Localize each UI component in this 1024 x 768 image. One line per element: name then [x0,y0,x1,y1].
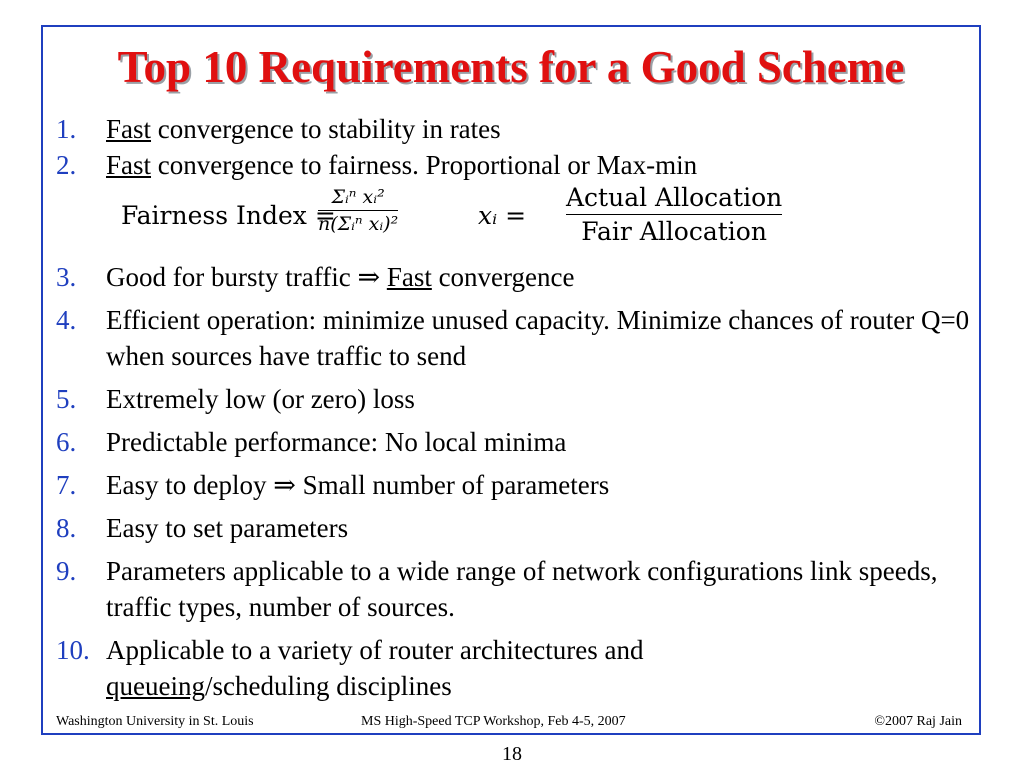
page-number: 18 [502,743,522,765]
item-number: 5. [56,384,77,414]
item-number: 7. [56,470,77,500]
slide-title: Top 10 Requirements for a Good Scheme [117,42,905,92]
item-number: 3. [56,262,77,292]
item-number: 2. [56,150,77,180]
item-text: convergence to fairness. Proportional or Max-min [151,150,698,180]
item-number: 1. [56,114,77,144]
item-number: 4. [56,305,77,335]
list-item [56,147,971,183]
item-text: Easy to deploy ⇒ Small number of parameters [106,470,610,500]
fraction-numerator: Σᵢⁿ xᵢ² [331,186,385,208]
item-text: Parameters applicable to a wide range of network configurations link speeds, traffic types, number of sources. [106,556,938,622]
fraction-denominator: n(Σᵢⁿ xᵢ)² [318,213,399,235]
item-text: convergence to stability in rates [151,114,501,144]
item-number: 8. [56,513,77,543]
item-text: Extremely low (or zero) loss [106,384,415,414]
list-item [56,632,971,704]
list-item [56,302,971,374]
item-text: Applicable to a variety of router architectures and [106,635,644,665]
requirements-list [56,111,971,704]
item-text: Predictable performance: No local minima [106,427,567,457]
xi-label: xᵢ = [478,201,527,230]
list-item [56,111,971,147]
item-underlined: queueing [106,671,205,701]
fraction-bar [566,214,782,215]
fairness-formula [56,183,971,263]
list-item [56,553,971,625]
list-item [56,424,971,460]
item-number: 9. [56,556,77,586]
item-text: Good for bursty traffic ⇒ [106,262,387,292]
slide-frame [41,25,981,735]
fraction-numerator: Actual Allocation [566,183,783,212]
fraction-denominator: Fair Allocation [581,217,767,246]
formula-label: Fairness Index = [121,201,336,230]
footer-event: MS High-Speed TCP Workshop, Feb 4-5, 2007 [361,714,626,729]
list-item [56,381,971,417]
item-text: Efficient operation: minimize unused capacity. Minimize chances of router Q=0 when sources have traffic to send [106,305,970,371]
fraction-allocation [566,183,782,246]
fraction-bar [318,210,398,211]
list-item [56,467,971,503]
item-underlined: Fast [386,262,432,292]
item-text: Easy to set parameters [106,513,349,543]
list-item [56,259,971,295]
item-underlined: Fast [106,150,152,180]
footer-institution: Washington University in St. Louis [56,714,254,729]
item-number: 6. [56,427,77,457]
fraction-fairness [318,186,398,235]
item-text: /scheduling disciplines [204,671,452,701]
item-number: 10. [56,635,90,665]
item-underlined: Fast [106,114,152,144]
footer-copyright: ©2007 Raj Jain [874,714,962,729]
list-item [56,510,971,546]
item-text: convergence [431,262,575,292]
